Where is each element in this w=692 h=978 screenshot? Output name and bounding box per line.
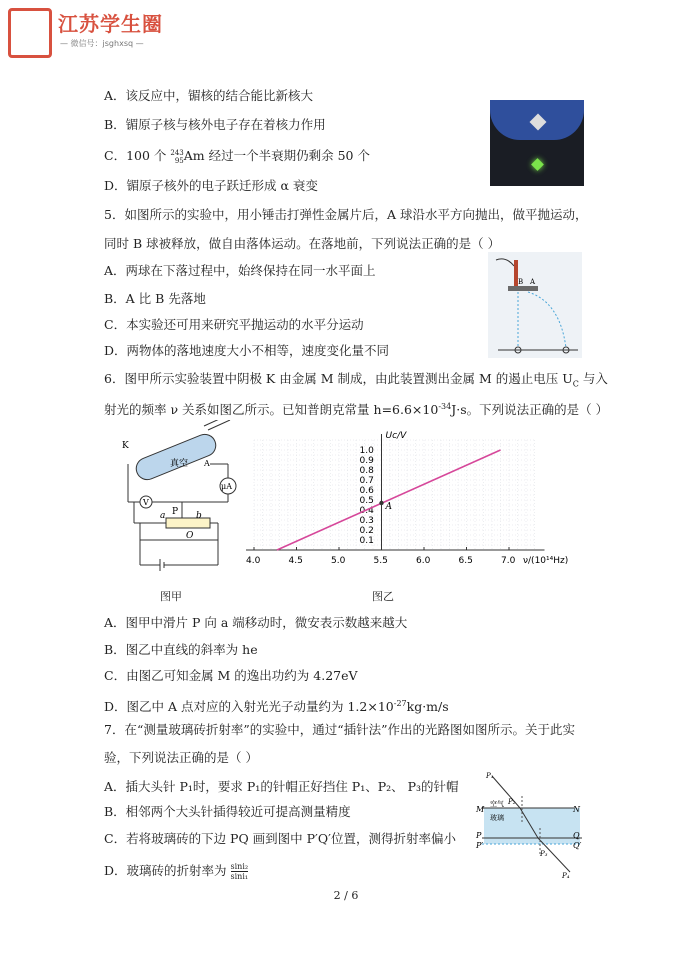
label-p2: P₂ — [508, 798, 516, 806]
uc-line — [277, 450, 501, 550]
fraction-numerator: sini₂ — [230, 862, 249, 871]
ball-b-label: B — [518, 278, 524, 286]
label-p3: P₃ — [540, 850, 548, 858]
q6-option-d: D．图乙中 A 点对应的入射光光子动量约为 $1.2\times 10^{-27}kg\cdot m/s$ — [104, 699, 449, 715]
q4-option-c: C．100 个 243 95Am 经过一个半衰期仍剩余 50 个 — [104, 148, 370, 165]
y-tick-label: 0.7 — [359, 476, 374, 486]
q7-stem-line2: 验，下列说法正确的是（ ） — [104, 750, 258, 765]
q4-option-d: D．镅原子核外的电子跃迁形成 α 衰变 — [104, 178, 318, 193]
label-m: M — [476, 805, 485, 814]
brand-subtitle: — 微信号：jsghxsq — — [60, 39, 144, 48]
label-q-prime: Q′ — [573, 841, 582, 850]
y-tick-label: 1.0 — [359, 446, 374, 456]
q6-option-a: A．图甲中滑片 P 向 a 端移动时，微安表示数越来越大 — [104, 615, 408, 630]
point-o-label: O — [186, 531, 194, 541]
x-tick-label: 7.0 — [501, 556, 516, 566]
crystal-photo — [490, 100, 584, 186]
q7-option-a: A．插大头针 P₁时，要求 P₁的针帽正好挡住 P₁、P₂、 P₃的针帽 — [104, 779, 459, 794]
q6-stem-line1: 6．图甲所示实验装置中阴极 K 由金属 M 制成，由此装置测出金属 M 的遏止电压 $U_C$ 与入 — [104, 371, 608, 389]
figure-a-caption: 图甲 — [160, 590, 182, 603]
y-tick-label: 0.1 — [359, 536, 374, 546]
q4-option-b: B．镅原子核与核外电子存在着核力作用 — [104, 117, 326, 132]
q6-option-c: C．由图乙可知金属 M 的逸出功约为 4.27eV — [104, 668, 358, 683]
q7-stem-line1: 7．在“测量玻璃砖折射率”的实验中，通过“插针法”作出的光路图如图所示。关于此实 — [104, 722, 576, 737]
point-a — [379, 501, 383, 505]
cathode-k-label: K — [122, 441, 129, 451]
launcher-base — [508, 286, 538, 291]
x-axis-label: ν/(10¹⁴Hz) — [523, 556, 569, 566]
label-p1: P₁ — [486, 772, 494, 780]
q5-option-c: C．本实验还可用来研究平抛运动的水平分运动 — [104, 317, 364, 332]
brand-name: 江苏学生圈 — [58, 12, 163, 36]
ball-a-label: A — [530, 278, 536, 286]
uc-frequency-chart — [232, 428, 582, 578]
anode-a-label: A — [204, 459, 210, 468]
vacuum-label: 真空 — [170, 459, 189, 469]
label-p-prime: P′ — [476, 841, 484, 850]
x-tick-label: 6.0 — [416, 556, 431, 566]
q5-option-b: B．A 比 B 先落地 — [104, 291, 206, 306]
end-b-label: b — [196, 511, 202, 521]
q7-option-c: C．若将玻璃砖的下边 PQ 画到图中 P′Q′位置，测得折射率偏小 — [104, 831, 456, 846]
label-n: N — [573, 805, 580, 814]
q5-stem-line1: 5．如图所示的实验中，用小锤击打弹性金属片后，A 球沿水平方向抛出，做平抛运动， — [104, 207, 588, 222]
y-tick-label: 0.2 — [359, 526, 374, 536]
q5-stem-line2: 同时 B 球被释放，做自由落体运动。在落地前，下列说法正确的是（ ） — [104, 236, 501, 251]
microammeter-label: μA — [221, 482, 232, 491]
logo-icon — [8, 8, 52, 58]
y-tick-label: 0.3 — [359, 516, 374, 526]
x-tick-label: 5.5 — [373, 556, 388, 566]
phototube — [133, 431, 219, 483]
label-air: 空气 — [490, 800, 504, 808]
y-tick-label: 0.9 — [359, 456, 374, 466]
q7-option-d: D．玻璃砖的折射率为 $\frac{\text{sini₂}}{\text{sini₁}}$ — [104, 862, 249, 881]
label-p4: P₄ — [562, 872, 570, 880]
y-tick-label: 0.8 — [359, 466, 374, 476]
point-a-label: A — [385, 502, 392, 512]
y-axis-label: Uc/V — [385, 431, 407, 441]
q5-option-a: A．两球在下落过程中，始终保持在同一水平面上 — [104, 263, 376, 278]
voltmeter-label: V — [143, 498, 149, 507]
x-tick-label: 5.0 — [331, 556, 346, 566]
x-tick-label: 4.0 — [246, 556, 261, 566]
q5-option-d: D．两物体的落地速度大小不相等，速度变化量不同 — [104, 343, 390, 358]
green-light — [531, 158, 544, 171]
q6-option-b: B．图乙中直线的斜率为 he — [104, 642, 258, 657]
label-glass: 玻璃 — [490, 814, 504, 822]
page-number: 2 / 6 — [333, 889, 359, 902]
y-tick-label: 0.4 — [359, 506, 374, 516]
label-q: Q — [573, 831, 580, 840]
q7-option-b: B．相邻两个大头针插得较近可提高测量精度 — [104, 804, 351, 819]
end-a-label: a — [160, 511, 166, 521]
refraction-figure — [474, 766, 584, 882]
projectile-apparatus-figure — [488, 252, 582, 358]
figure-b-caption: 图乙 — [372, 590, 394, 603]
q6-stem-line2: 射光的频率 ν 关系如图乙所示。已知普朗克常量 $h=6.6\times 10^{-34}J\cdot s$。下列说法正确的是（ ） — [104, 402, 609, 418]
x-tick-label: 6.5 — [458, 556, 473, 566]
label-p: P — [476, 831, 482, 840]
fraction-denominator: sini₁ — [230, 872, 249, 881]
y-tick-label: 0.5 — [359, 496, 374, 506]
circuit-figure — [120, 420, 250, 580]
y-tick-label: 0.6 — [359, 486, 374, 496]
q4-option-a: A．该反应中，镅核的结合能比新核大 — [104, 88, 314, 103]
slider-p-label: P — [172, 507, 179, 517]
x-tick-label: 4.5 — [288, 556, 303, 566]
